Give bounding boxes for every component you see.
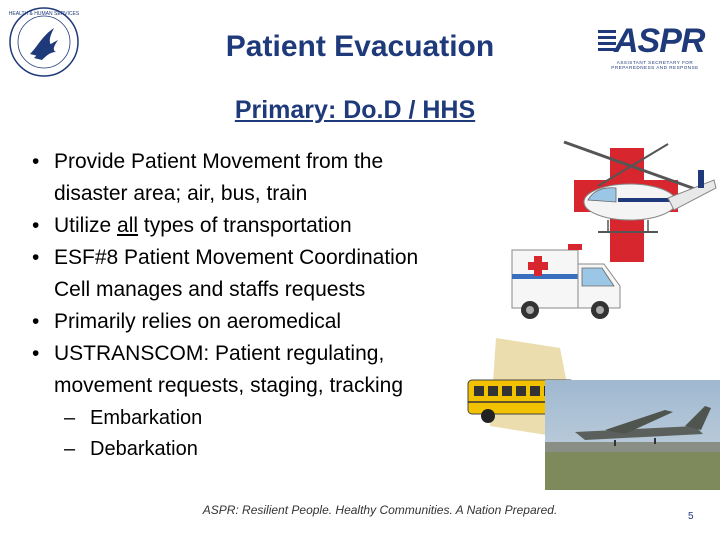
bullet-item (32, 146, 492, 210)
bullet-text: USTRANSCOM: Patient regulating, (54, 342, 385, 365)
dash-glyph: – (64, 438, 76, 460)
c130-aircraft-image (545, 380, 720, 490)
sub-bullet-text: Debarkation (90, 438, 198, 460)
bullet-list (32, 146, 492, 402)
aspr-logo (598, 22, 708, 68)
bullet-text: Cell manages and staffs requests (54, 278, 366, 301)
bullet-text-underlined: all (117, 214, 139, 237)
dash-glyph: – (64, 407, 76, 429)
ambulance-image (508, 234, 638, 324)
sub-bullet-item (64, 403, 202, 434)
aspr-subtitle: ASSISTANT SECRETARY FOR PREPAREDNESS AND RESPONSE (611, 60, 699, 70)
bullet-dot: • (32, 342, 40, 365)
bullet-dot: • (32, 310, 40, 333)
aspr-wordmark: ASPR (614, 22, 705, 60)
bullet-item (32, 306, 492, 338)
slide-subtitle: Primary: Do.D / HHS (234, 96, 476, 124)
sub-bullet-item (64, 434, 202, 465)
footer-tagline: ASPR: Resilient People. Healthy Communities. A Nation Prepared. (202, 503, 558, 517)
bullet-dot: • (32, 214, 40, 237)
slide-title: Patient Evacuation (225, 30, 495, 63)
bullet-text: disaster area; air, bus, train (54, 182, 308, 205)
bullet-text: Primarily relies on aeromedical (54, 310, 342, 333)
bullet-dot: • (32, 150, 40, 173)
bullet-text: Provide Patient Movement from the (54, 150, 384, 173)
bullet-item (32, 242, 492, 306)
bullet-item (32, 338, 492, 402)
bullet-text: movement requests, staging, tracking (54, 374, 404, 397)
bullet-text: ESF#8 Patient Movement Coordination (54, 246, 419, 269)
sub-bullet-text: Embarkation (90, 407, 203, 429)
sub-bullet-list (64, 403, 202, 465)
svg-text:HEALTH & HUMAN SERVICES: HEALTH & HUMAN SERVICES (8, 11, 80, 17)
bullet-item (32, 210, 492, 242)
bullet-text: Utilize (54, 214, 118, 237)
bullet-dot: • (32, 246, 40, 269)
page-number: 5 (688, 511, 694, 522)
bullet-text: types of transportation (138, 214, 352, 237)
